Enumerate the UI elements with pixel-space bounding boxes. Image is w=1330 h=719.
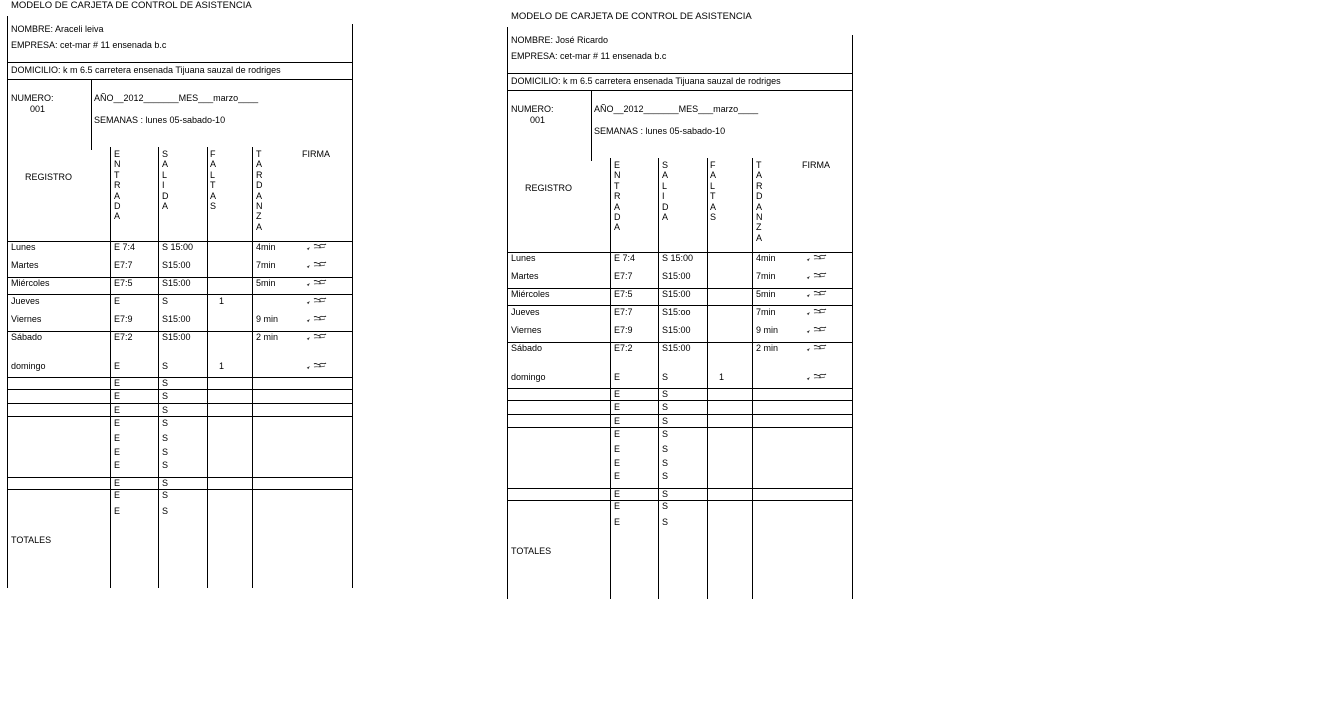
divider <box>7 62 352 63</box>
home-address: DOMICILIO: k m 6.5 carretera ensenada Tijuana sauzal de rodriges <box>511 76 781 86</box>
divider <box>110 147 111 588</box>
signature-mark <box>306 278 328 288</box>
header-salida: S A L I D A <box>162 149 169 212</box>
divider <box>7 389 352 390</box>
divider <box>352 24 353 588</box>
salida-value: S15:00 <box>662 271 691 281</box>
salida-blank: S <box>162 405 169 415</box>
divider <box>610 158 611 599</box>
weeks-line: SEMANAS : lunes 05-sabado-10 <box>94 115 226 125</box>
entrada-value: E7:2 <box>114 332 133 342</box>
entrada-blank: E <box>114 478 121 488</box>
number-value: 001 <box>30 104 46 114</box>
salida-blank: S <box>662 429 669 439</box>
tardanza-value: 4min <box>256 242 276 252</box>
entrada-blank: E <box>614 444 621 454</box>
salida-blank: S <box>662 444 669 454</box>
year-month-line: AÑO__2012_______MES___marzo____ <box>94 93 259 103</box>
salida-blank: S <box>662 517 669 527</box>
divider <box>207 147 208 588</box>
salida-value: S <box>162 361 169 371</box>
salida-value: S 15:00 <box>162 242 194 252</box>
day-label: domingo <box>11 361 46 371</box>
employee-name: NOMBRE: Araceli leiva <box>11 24 104 34</box>
salida-blank: S <box>162 391 169 401</box>
signature-mark <box>806 307 828 317</box>
entrada-blank: E <box>114 447 121 457</box>
day-label: Martes <box>11 260 39 270</box>
salida-blank: S <box>162 447 169 457</box>
signature-mark <box>806 253 828 263</box>
totals-label: TOTALES <box>511 546 552 556</box>
salida-blank: S <box>662 458 669 468</box>
salida-blank: S <box>162 378 169 388</box>
salida-blank: S <box>662 501 669 511</box>
day-label: Jueves <box>511 307 540 317</box>
card-title: MODELO DE CARJETA DE CONTROL DE ASISTENCIA <box>11 0 252 11</box>
salida-blank: S <box>162 460 169 470</box>
salida-blank: S <box>662 402 669 412</box>
divider <box>7 416 352 417</box>
tardanza-value: 7min <box>756 307 776 317</box>
divider <box>507 27 508 599</box>
salida-value: S15:00 <box>662 325 691 335</box>
signature-mark <box>806 372 828 382</box>
signature-mark <box>306 314 328 324</box>
entrada-value: E7:9 <box>614 325 633 335</box>
entrada-value: E7:5 <box>114 278 133 288</box>
entrada-blank: E <box>614 489 621 499</box>
salida-blank: S <box>162 478 169 488</box>
divider <box>658 158 659 599</box>
day-label: domingo <box>511 372 546 382</box>
header-tardanza: T A R D A N Z A <box>756 160 763 243</box>
entrada-value: E7:9 <box>114 314 133 324</box>
divider <box>507 427 852 428</box>
salida-blank: S <box>662 389 669 399</box>
entrada-blank: E <box>614 501 621 511</box>
divider <box>7 489 352 490</box>
salida-blank: S <box>662 489 669 499</box>
divider <box>591 90 592 161</box>
header-firma: FIRMA <box>802 160 830 170</box>
salida-blank: S <box>662 471 669 481</box>
divider <box>507 73 852 74</box>
day-label: Lunes <box>511 253 536 263</box>
tardanza-value: 9 min <box>756 325 779 335</box>
divider <box>7 477 352 478</box>
day-label: Lunes <box>11 242 36 252</box>
entrada-value: E7:7 <box>614 307 633 317</box>
salida-value: S 15:00 <box>662 253 694 263</box>
weeks-line: SEMANAS : lunes 05-sabado-10 <box>594 126 726 136</box>
year-month-line: AÑO__2012_______MES___marzo____ <box>594 104 759 114</box>
attendance-card <box>7 0 367 600</box>
salida-value: S15:oo <box>662 307 691 317</box>
salida-blank: S <box>662 416 669 426</box>
salida-value: S <box>162 296 169 306</box>
signature-mark <box>806 271 828 281</box>
signature-mark <box>306 332 328 342</box>
divider <box>7 79 352 80</box>
entrada-value: E <box>114 296 121 306</box>
faltas-value: 1 <box>219 296 225 306</box>
signature-mark <box>806 343 828 353</box>
entrada-value: E7:2 <box>614 343 633 353</box>
salida-value: S15:00 <box>162 278 191 288</box>
company-name: EMPRESA: cet-mar # 11 ensenada b.c <box>11 40 167 50</box>
attendance-card <box>507 11 867 611</box>
day-label: Viernes <box>511 325 542 335</box>
totals-label: TOTALES <box>11 535 52 545</box>
tardanza-value: 4min <box>756 253 776 263</box>
entrada-blank: E <box>614 471 621 481</box>
entrada-blank: E <box>114 433 121 443</box>
salida-value: S15:00 <box>162 260 191 270</box>
divider <box>252 147 253 588</box>
header-registro: REGISTRO <box>525 183 573 193</box>
entrada-blank: E <box>114 418 121 428</box>
day-label: Miércoles <box>511 289 550 299</box>
card-title: MODELO DE CARJETA DE CONTROL DE ASISTENCIA <box>511 11 752 22</box>
divider <box>7 294 352 295</box>
signature-mark <box>306 361 328 371</box>
header-faltas: F A L T A S <box>710 160 717 223</box>
entrada-value: E <box>114 361 121 371</box>
entrada-value: E 7:4 <box>114 242 136 252</box>
entrada-blank: E <box>614 458 621 468</box>
header-registro: REGISTRO <box>25 172 73 182</box>
entrada-blank: E <box>114 391 121 401</box>
header-firma: FIRMA <box>302 149 330 159</box>
tardanza-value: 9 min <box>256 314 279 324</box>
day-label: Jueves <box>11 296 40 306</box>
divider <box>507 488 852 489</box>
tardanza-value: 5min <box>256 278 276 288</box>
divider <box>507 90 852 91</box>
number-label: NUMERO: <box>11 93 54 103</box>
day-label: Sábado <box>11 332 43 342</box>
signature-mark <box>806 289 828 299</box>
day-label: Sábado <box>511 343 543 353</box>
home-address: DOMICILIO: k m 6.5 carretera ensenada Tijuana sauzal de rodriges <box>11 65 281 75</box>
entrada-value: E7:7 <box>614 271 633 281</box>
day-label: Viernes <box>11 314 42 324</box>
employee-name: NOMBRE: José Ricardo <box>511 35 609 45</box>
entrada-value: E7:7 <box>114 260 133 270</box>
divider <box>507 500 852 501</box>
divider <box>507 388 852 389</box>
divider <box>507 305 852 306</box>
signature-mark <box>306 242 328 252</box>
divider <box>707 158 708 599</box>
divider <box>158 147 159 588</box>
entrada-blank: E <box>614 429 621 439</box>
tardanza-value: 7min <box>756 271 776 281</box>
salida-blank: S <box>162 418 169 428</box>
divider <box>7 377 352 378</box>
header-tardanza: T A R D A N Z A <box>256 149 263 232</box>
signature-mark <box>306 296 328 306</box>
day-label: Miércoles <box>11 278 50 288</box>
entrada-blank: E <box>614 416 621 426</box>
entrada-blank: E <box>114 460 121 470</box>
header-entrada: E N T R A D A <box>614 160 621 233</box>
salida-blank: S <box>162 506 169 516</box>
salida-blank: S <box>162 490 169 500</box>
header-faltas: F A L T A S <box>210 149 217 212</box>
entrada-blank: E <box>114 378 121 388</box>
entrada-value: E7:5 <box>614 289 633 299</box>
divider <box>507 400 852 401</box>
tardanza-value: 7min <box>256 260 276 270</box>
signature-mark <box>806 325 828 335</box>
entrada-blank: E <box>114 405 121 415</box>
tardanza-value: 2 min <box>256 332 279 342</box>
day-label: Martes <box>511 271 539 281</box>
number-value: 001 <box>530 115 546 125</box>
entrada-value: E 7:4 <box>614 253 636 263</box>
entrada-blank: E <box>114 506 121 516</box>
divider <box>752 158 753 599</box>
salida-value: S15:00 <box>662 343 691 353</box>
salida-blank: S <box>162 433 169 443</box>
salida-value: S15:00 <box>162 332 191 342</box>
divider <box>91 79 92 150</box>
faltas-value: 1 <box>719 372 725 382</box>
header-salida: S A L I D A <box>662 160 669 223</box>
entrada-blank: E <box>114 490 121 500</box>
divider <box>507 414 852 415</box>
entrada-value: E <box>614 372 621 382</box>
entrada-blank: E <box>614 402 621 412</box>
number-label: NUMERO: <box>511 104 554 114</box>
header-entrada: E N T R A D A <box>114 149 121 222</box>
salida-value: S15:00 <box>162 314 191 324</box>
faltas-value: 1 <box>219 361 225 371</box>
entrada-blank: E <box>614 389 621 399</box>
divider <box>7 16 8 588</box>
tardanza-value: 2 min <box>756 343 779 353</box>
salida-value: S <box>662 372 669 382</box>
divider <box>7 403 352 404</box>
divider <box>852 35 853 599</box>
salida-value: S15:00 <box>662 289 691 299</box>
entrada-blank: E <box>614 517 621 527</box>
tardanza-value: 5min <box>756 289 776 299</box>
signature-mark <box>306 260 328 270</box>
company-name: EMPRESA: cet-mar # 11 ensenada b.c <box>511 51 667 61</box>
